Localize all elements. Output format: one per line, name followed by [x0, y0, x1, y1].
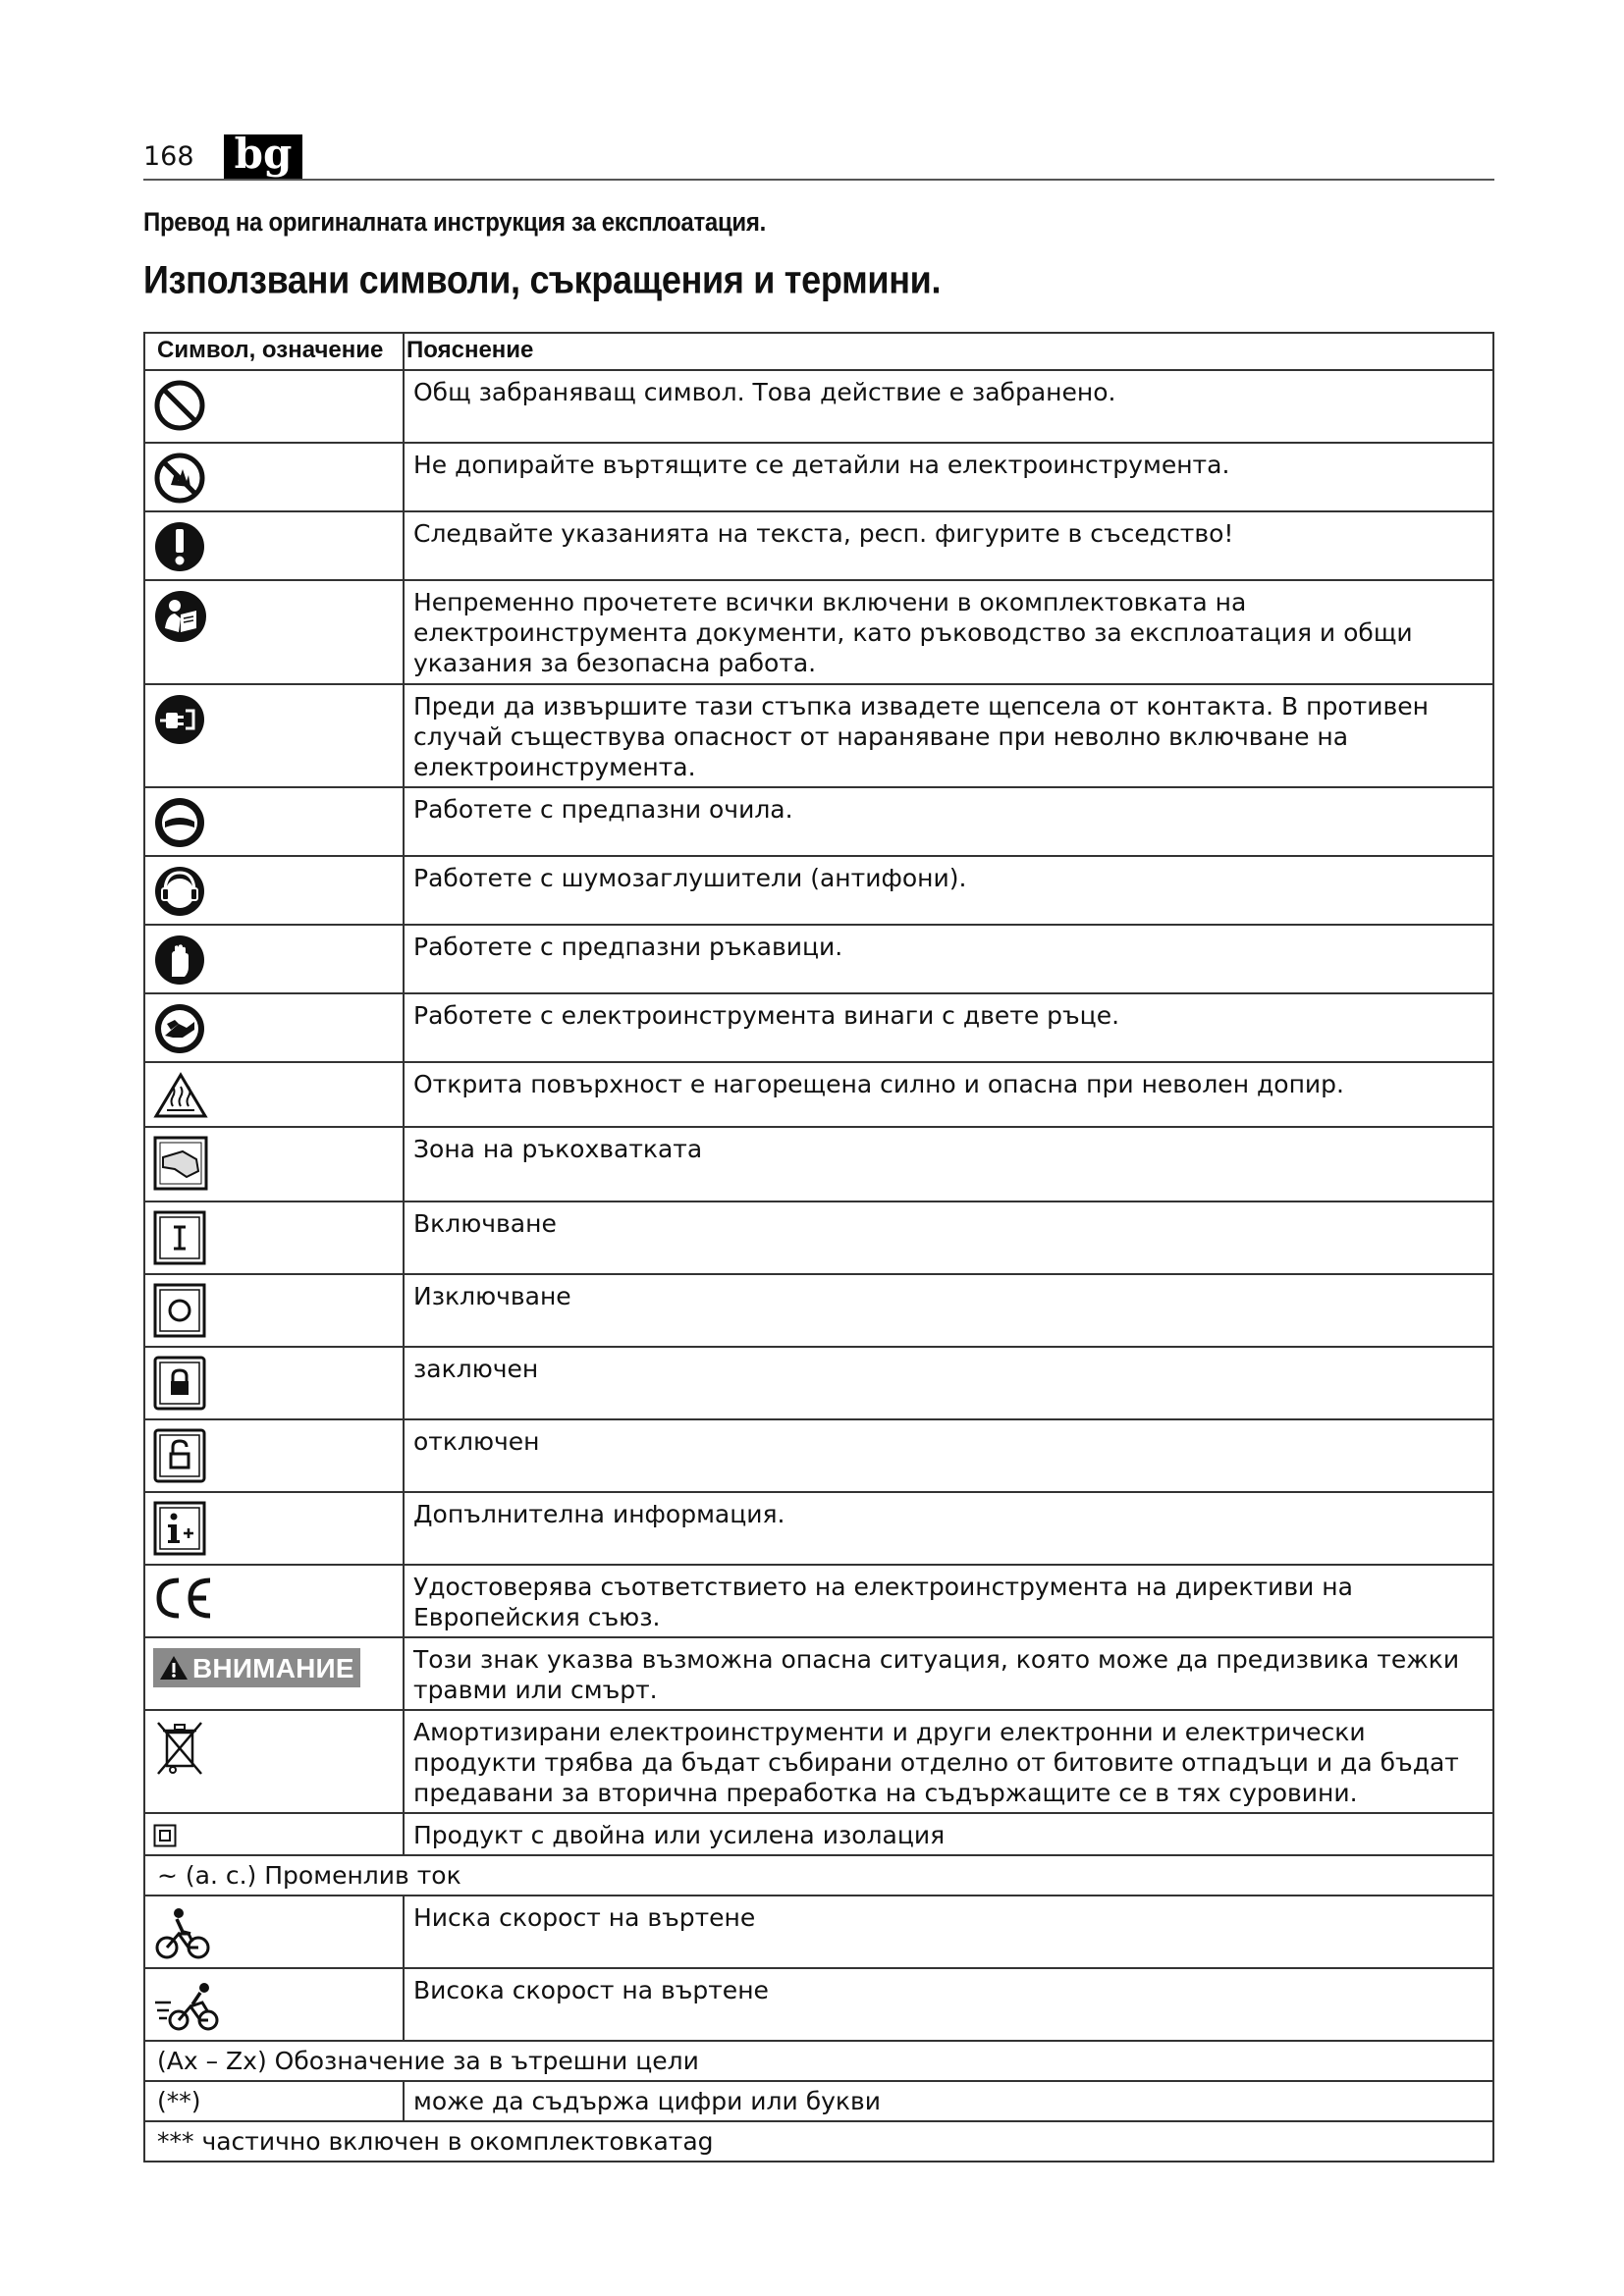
row-text: заключен [404, 1347, 1493, 1419]
table-row [144, 1201, 1493, 1274]
table-row [144, 1637, 1493, 1710]
header-symbol: Символ, означение [144, 333, 404, 370]
table-row [144, 1274, 1493, 1347]
table-row [144, 1492, 1493, 1565]
table-row [144, 2041, 1493, 2081]
row-text: Работете с предпазни ръкавици. [404, 925, 1493, 993]
weee-bin-icon [153, 1719, 206, 1776]
table-header-row [144, 333, 1493, 370]
table-row [144, 993, 1493, 1062]
row-text: отключен [404, 1419, 1493, 1492]
row-text: Работете с предпазни очила. [404, 787, 1493, 856]
double-insulation-icon [153, 1824, 177, 1847]
table-row [144, 1813, 1493, 1855]
row-text: Преди да извършите тази стъпка извадете щепсела от контакта. В противен случай съществува опасност от нараняване при неволно включване на електроинструмента. [404, 684, 1493, 787]
table-row [144, 370, 1493, 443]
table-row [144, 1127, 1493, 1201]
read-manual-icon [153, 589, 208, 644]
safety-goggles-icon [153, 796, 206, 849]
high-speed-icon [153, 1977, 224, 2034]
row-text: Работете с шумозаглушители (антифони). [404, 856, 1493, 925]
row-text: Ниска скорост на въртене [404, 1896, 1493, 1968]
table-row [144, 925, 1493, 993]
table-row [144, 684, 1493, 787]
table-row [144, 2121, 1493, 2162]
row-text: Продукт с двойна или усилена изолация [404, 1813, 1493, 1855]
info-plus-icon [153, 1501, 206, 1556]
no-touch-rotating-parts-icon [153, 452, 206, 505]
table-row [144, 511, 1493, 580]
row-symbol-text: (**) [144, 2081, 404, 2121]
gloves-icon [153, 934, 206, 987]
row-text: Този знак указва възможна опасна ситуация, която може да предизвика тежки травми или смърт. [404, 1637, 1493, 1710]
row-text: Не допирайте въртящите се детайли на електроинструмента. [404, 443, 1493, 511]
row-text: ~ (a. c.) Променлив ток [144, 1855, 1493, 1896]
page-title: Използвани символи, съкращения и термини. [143, 257, 942, 302]
table-row [144, 2081, 1493, 2121]
row-text: Работете с електроинструмента винаги с двете ръце. [404, 993, 1493, 1062]
table-row [144, 1419, 1493, 1492]
warning-triangle-icon [159, 1654, 189, 1682]
row-text: Зона на ръкохватката [404, 1127, 1493, 1201]
lock-closed-icon [153, 1356, 206, 1411]
row-text: (Ax – Zx) Обозначение за в ътрешни цели [144, 2041, 1493, 2081]
row-text: може да съдържа цифри или букви [404, 2081, 1493, 2121]
prohibition-icon [153, 379, 206, 432]
low-speed-icon [153, 1904, 214, 1961]
document-subtitle: Превод на оригиналната инструкция за експлоатация. [143, 208, 766, 238]
page-number: 168 [143, 141, 194, 172]
header-explanation: Пояснение [404, 333, 1493, 370]
table-row [144, 1710, 1493, 1813]
row-text: Амортизирани електроинструменти и други електронни и електрически продукти трябва да бъдат събирани отделно от битовите отпадъци и да бъдат предавани за вторична преработка на съдържащите се в тях суровини. [404, 1710, 1493, 1813]
row-text: Непременно прочетете всички включени в окомплектовката на електроинструмента документи, като ръководство за експлоатация и общи указания за безопасна работа. [404, 580, 1493, 684]
row-text: Изключване [404, 1274, 1493, 1347]
table-row [144, 1062, 1493, 1127]
row-text: Удостоверява съответствието на електроинструмента на директиви на Европейския съюз. [404, 1565, 1493, 1637]
exclamation-icon [153, 520, 206, 573]
ce-mark-icon [153, 1574, 216, 1623]
table-row [144, 1896, 1493, 1968]
table-row [144, 1347, 1493, 1419]
header-rule [143, 179, 1494, 181]
language-tag: bg [224, 134, 302, 180]
switch-off-icon [153, 1283, 206, 1338]
switch-on-icon [153, 1210, 206, 1265]
row-text: Включване [404, 1201, 1493, 1274]
symbols-table [143, 332, 1494, 2163]
table-row [144, 856, 1493, 925]
table-row [144, 787, 1493, 856]
row-text: Открита повърхност е нагорещена силно и опасна при неволен допир. [404, 1062, 1493, 1127]
table-row [144, 1968, 1493, 2041]
warning-badge [153, 1648, 360, 1687]
table-row [144, 1565, 1493, 1637]
warning-badge-label: ВНИМАНИЕ [192, 1652, 354, 1683]
row-text: Следвайте указанията на текста, респ. фигурите в съседство! [404, 511, 1493, 580]
ear-protection-icon [153, 865, 206, 918]
row-text: *** частично включен в окомплектовкатаg [144, 2121, 1493, 2162]
row-text: Допълнителна информация. [404, 1492, 1493, 1565]
table-row [144, 1855, 1493, 1896]
grip-zone-icon [153, 1136, 208, 1191]
row-text: Общ забраняващ символ. Това действие е забранено. [404, 370, 1493, 443]
unplug-icon [153, 693, 206, 746]
row-text: Висока скорост на въртене [404, 1968, 1493, 2041]
table-row [144, 580, 1493, 684]
two-hands-icon [153, 1002, 206, 1055]
lock-open-icon [153, 1428, 206, 1483]
table-row [144, 443, 1493, 511]
hot-surface-icon [153, 1071, 208, 1120]
